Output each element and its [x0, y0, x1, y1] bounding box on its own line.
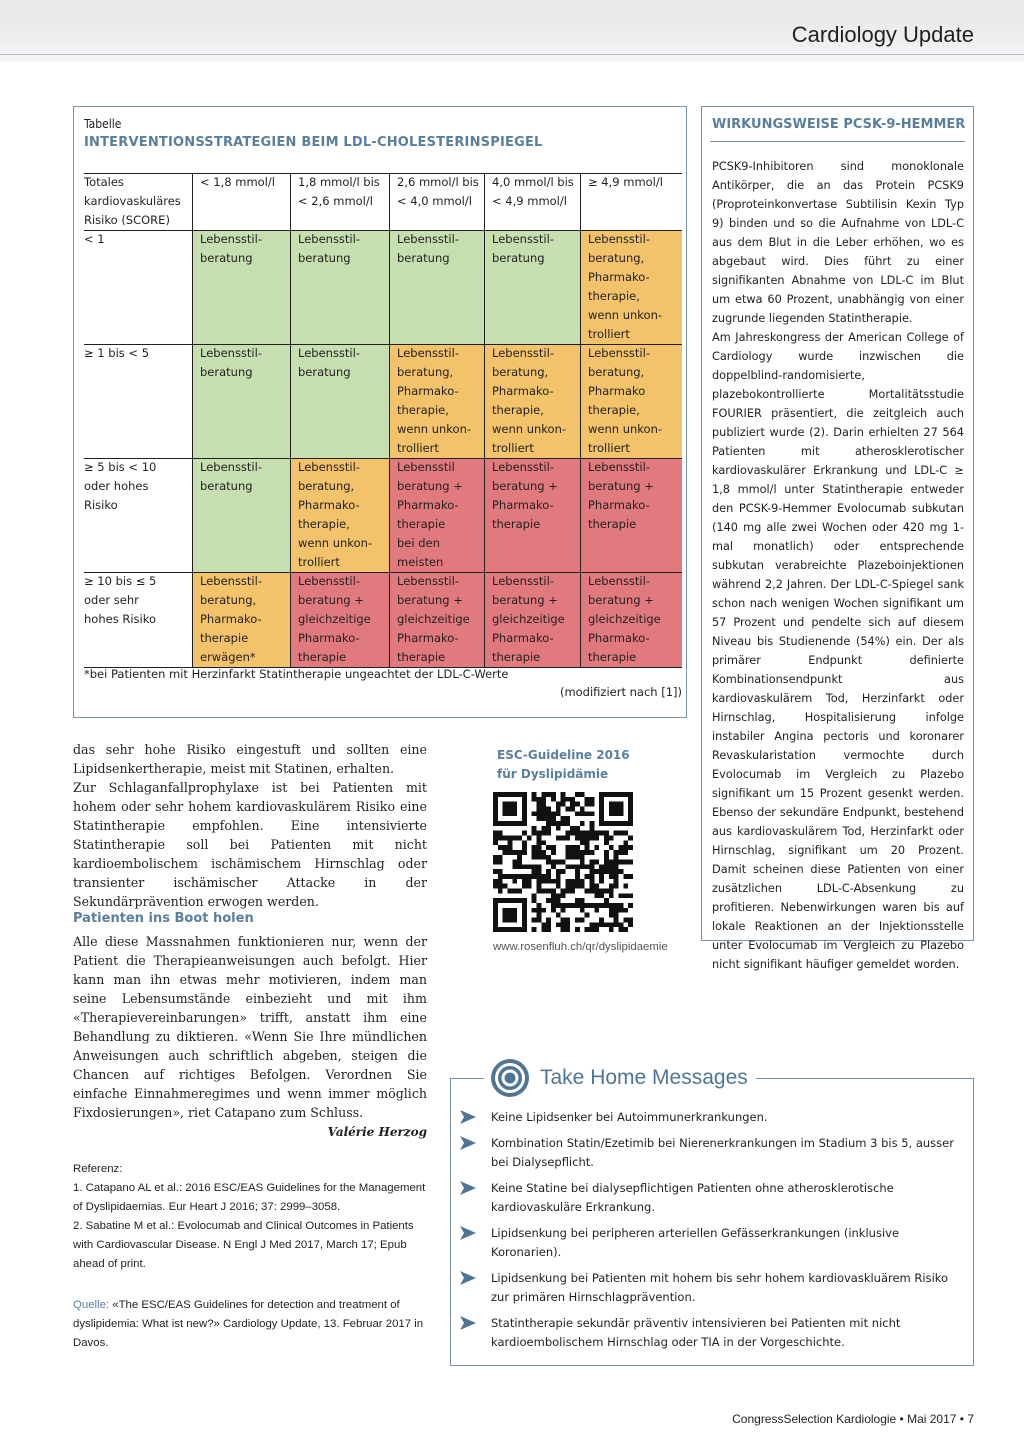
table-cell: Lebensstil- beratung + gleichzeitige Pharmako- therapie: [389, 572, 484, 667]
qr-title-line: ESC-Guideline 2016: [497, 748, 630, 762]
subheading: Patienten ins Boot holen: [73, 911, 254, 926]
source-text: «The ESC/EAS Guidelines for detection and treatment of dyslipidemia: What ist new?» Cardiology Update, 13. Februar 2017 in Davos.: [73, 1299, 424, 1349]
table-header-cell: < 1,8 mmol/l: [200, 175, 275, 189]
table-cell: Lebensstil- beratung: [192, 458, 290, 572]
table-cell: Lebensstil- beratung, Pharmako- therapie erwägen*: [192, 572, 290, 667]
table-rule: [84, 230, 682, 231]
table-cell: Lebensstil- beratung + gleichzeitige Pharmako- therapie: [580, 572, 682, 667]
take-home-item: [460, 1179, 960, 1217]
source-label: Quelle:: [73, 1299, 110, 1311]
take-home-text: Lipidsenkung bei peripheren arteriellen Gefässerkrankungen (inklusive Koronarien).: [491, 1226, 900, 1259]
table-cell: Lebensstil- beratung, Pharmako- therapie, wenn unkon- trolliert: [580, 230, 682, 344]
sidebar-heading: WIRKUNGSWEISE PCSK-9-HEMMER: [712, 117, 966, 132]
table-rule: [84, 458, 682, 459]
take-home-item: [460, 1269, 960, 1307]
take-home-header: [484, 1058, 756, 1098]
qr-title-line: für Dyslipidämie: [497, 767, 609, 781]
take-home-item: [460, 1224, 960, 1262]
table-header-cell: Totales kardiovaskuläres Risiko (SCORE): [84, 175, 181, 227]
take-home-text: Keine Lipidsenker bei Autoimmunerkrankungen.: [491, 1110, 768, 1124]
table-rule: [84, 572, 682, 573]
table-risk-cell: ≥ 5 bis < 10 oder hohes Risiko: [84, 460, 157, 512]
table-cell: Lebensstil- beratung + Pharmako- therapie: [580, 458, 682, 572]
table-cell: Lebensstil- beratung + gleichzeitige Pharmako- therapie: [290, 572, 389, 667]
take-home-text: Lipidsenkung bei Patienten mit hohem bis sehr hohem kardiovaskluärem Risiko zur primären Hirnschlagprävention.: [491, 1271, 949, 1304]
page-footer: CongressSelection Kardiologie • Mai 2017 • 7: [732, 1412, 974, 1426]
table-cell: Lebensstil- beratung, Pharmako therapie, wenn unkon- trolliert: [580, 344, 682, 458]
arrow-bullet-icon: [460, 1110, 476, 1124]
sidebar-text: PCSK9-Inhibitoren sind monoklonale Antikörper, die an das Protein PCSK9 (Proproteinkonvertase Subtilisin Kexin Typ 9) binden und so die Aufnahme von LDL-C aus dem Blut in die Leber erhöhen, wo es abgebaut wird. Dies führt zu einer signifikanten Abnahme von LDL-C im Blut um etwa 60 Prozent, unabhängig von einer zugrunde liegenden Statintherapie. Am Jahreskongress der American College of Cardiology wurde inzwischen die doppelblind-randomisierte, plazebokontrollierte Mortalitätsstudie FOURIER präsentiert, die zeitgleich auch publiziert wurde (2). Darin erhielten 27 564 Patienten mit atherosklerotischer kardiovaskulärer Erkrankung und LDL-C ≥ 1,8 mmol/l unter Statintherapie entweder den PCSK-9-Hemmer Evolocumab subkutan (140 mg alle zwei Wochen oder 420 mg 1-mal monatlich) oder entsprechende subkutan verabreichte Plazeboinjektionen während 2,2 Jahren. Der LDL-C-Spiegel sank schon nach wenigen Wochen signifikant um 57 Prozent und pendelte sich auf diesem Niveau bis Studienende (54%) ein. Der als primärer Endpunkt definierte Kombinationsendpunkt aus kardiovaskulärem Tod, Herzinfarkt oder Hirnschlag, Hospitalisierung infolge instabiler Angina pectoris und koronarer Revaskularistation vermochte durch Evolocumab im Vergleich zu Plazebo signifikant um 15 Prozent gesenkt werden. Ebenso der sekundäre Endpunkt, bestehend aus kardiovaskulärem Tod, Herzinfarkt oder Hirnschlag, signifikant um 20 Prozent. Damit scheinen diese Patienten von einer zusätzlichen LDL-C-Absenkung zu profitieren. Nebenwirkungen waren bis auf lokale Reaktionen an der Injektionsstelle unter Evolocumab im Vergleich zu Plazebo nicht signifikant häufiger gemeldet worden.: [712, 160, 964, 971]
table-cell: Lebensstil- beratung + Pharmako- therapie: [484, 458, 580, 572]
table-risk-cell: < 1: [84, 232, 105, 246]
table-column-rule: [192, 173, 193, 667]
table-header-cell: 4,0 mmol/l bis < 4,9 mmol/l: [492, 175, 574, 208]
table-header-cell: ≥ 4,9 mmol/l: [588, 175, 663, 189]
table-column-rule: [290, 173, 291, 667]
take-home-item: [460, 1314, 960, 1352]
arrow-bullet-icon: [460, 1226, 476, 1240]
source-note: [73, 1296, 427, 1353]
qr-code[interactable]: [493, 792, 633, 932]
table-risk-cell: ≥ 1 bis < 5: [84, 346, 150, 360]
table-cell: Lebensstil- beratung, Pharmako- therapie, wenn unkon- trolliert: [290, 458, 389, 572]
author: Valérie Herzog: [327, 1125, 427, 1139]
reference-item: 2. Sabatine M et al.: Evolocumab and Clinical Outcomes in Patients with Cardiovascular Disease. N Engl J Med 2017, March 17; Epub ahead of print.: [73, 1220, 414, 1270]
table-column-rule: [389, 173, 390, 667]
arrow-bullet-icon: [460, 1271, 476, 1285]
table-cell: Lebensstil- beratung: [192, 344, 290, 458]
body-paragraph-2: Alle diese Massnahmen funktionieren nur, wenn der Patient die Therapieanweisungen auch befolgt. Hier kann man ihn etwas mehr motivieren, indem man seine Lebensumstände einbezieht und mit ihm «Therapievereinbarungen» trifft, anstatt ihm eine Behandlung zu diktieren. «Wenn Sie Ihre mündlichen Anweisungen auch schriftlich abgeben, steigen die Chancen auf richtiges Befolgen. Verordnen Sie einfache Einnahmeregimes und wenn immer möglich Fixdosierungen», riet Catapano zum Schluss.: [73, 934, 427, 1120]
arrow-bullet-icon: [460, 1136, 476, 1150]
table-header-cell: 1,8 mmol/l bis < 2,6 mmol/l: [298, 175, 380, 208]
table-risk-cell: ≥ 10 bis ≤ 5 oder sehr hohes Risiko: [84, 574, 157, 626]
table-column-rule: [484, 173, 485, 667]
qr-url[interactable]: www.rosenfluh.ch/qr/dyslipidaemie: [493, 941, 668, 953]
table-heading: INTERVENTIONSSTRATEGIEN BEIM LDL-CHOLESTERINSPIEGEL: [84, 135, 543, 150]
take-home-list: [460, 1108, 960, 1359]
table-rule: [84, 344, 682, 345]
take-home-text: Keine Statine bei dialysepflichtigen Patienten ohne atherosklerotische kardiovaskuläre Erkrankung.: [491, 1181, 894, 1214]
take-home-title: Take Home Messages: [540, 1066, 748, 1089]
sidebar-divider: [710, 141, 965, 142]
take-home-item: [460, 1134, 960, 1172]
reference-item: 1. Catapano AL et al.: 2016 ESC/EAS Guidelines for the Management of Dyslipidaemias. Eur Heart J 2016; 37: 2999–3058.: [73, 1182, 426, 1213]
strategy-table: [84, 173, 682, 774]
table-cell: Lebensstil- beratung, Pharmako- therapie, wenn unkon- trolliert: [389, 344, 484, 458]
table-label: Tabelle: [84, 117, 122, 131]
take-home-item: [460, 1108, 960, 1127]
table-column-rule: [580, 173, 581, 667]
references: [73, 1160, 427, 1274]
table-header-cell: 2,6 mmol/l bis < 4,0 mmol/l: [397, 175, 479, 208]
arrow-bullet-icon: [460, 1316, 476, 1330]
qr-title: [497, 746, 630, 784]
table-cell: Lebensstil- beratung: [484, 230, 580, 344]
take-home-text: Kombination Statin/Ezetimib bei Nierenerkrankungen im Stadium 3 bis 5, ausser bei Dialysepflicht.: [491, 1136, 954, 1169]
table-cell: Lebensstil- beratung: [192, 230, 290, 344]
table-source: (modifiziert nach [1]): [559, 685, 682, 699]
table-cell: Lebensstil- beratung + gleichzeitige Pharmako- therapie: [484, 572, 580, 667]
table-cell: Lebensstil- beratung: [290, 344, 389, 458]
table-cell: Lebensstil- beratung: [389, 230, 484, 344]
section-title: Cardiology Update: [791, 22, 974, 47]
table-cell: Lebensstil- beratung: [290, 230, 389, 344]
table-rule: [84, 173, 682, 174]
table-cell: Lebensstil- beratung, Pharmako- therapie, wenn unkon- trolliert: [484, 344, 580, 458]
arrow-bullet-icon: [460, 1181, 476, 1195]
table-footnote: *bei Patienten mit Herzinfarkt Statintherapie ungeachtet der LDL-C-Werte: [84, 667, 509, 681]
references-label: Referenz:: [73, 1163, 123, 1175]
info-sidebar: [701, 106, 974, 971]
take-home-text: Statintherapie sekundär präventiv intensivieren bei Patienten mit nicht kardioembolischem Hirnschlag oder TIA in der Vorgeschichte.: [491, 1316, 901, 1349]
target-icon: [490, 1058, 530, 1098]
body-paragraph-1: das sehr hohe Risiko eingestuft und sollten eine Lipidsenkertherapie, meist mit Statinen, erhalten. Zur Schlaganfallprophylaxe ist bei Patienten mit hohem oder sehr hohem kardiovaskulärem Risiko eine Statintherapie empfohlen. Eine intensivierte Statintherapie soll bei Patienten mit nicht kardioembolischem ischämischem Hirnschlag oder transienter ischämischer Attacke in der Sekundärprävention erwogen werden.: [73, 742, 427, 909]
table-box: [73, 106, 687, 718]
table-cell: Lebensstil beratung + Pharmako- therapie bei den meisten: [389, 458, 484, 572]
